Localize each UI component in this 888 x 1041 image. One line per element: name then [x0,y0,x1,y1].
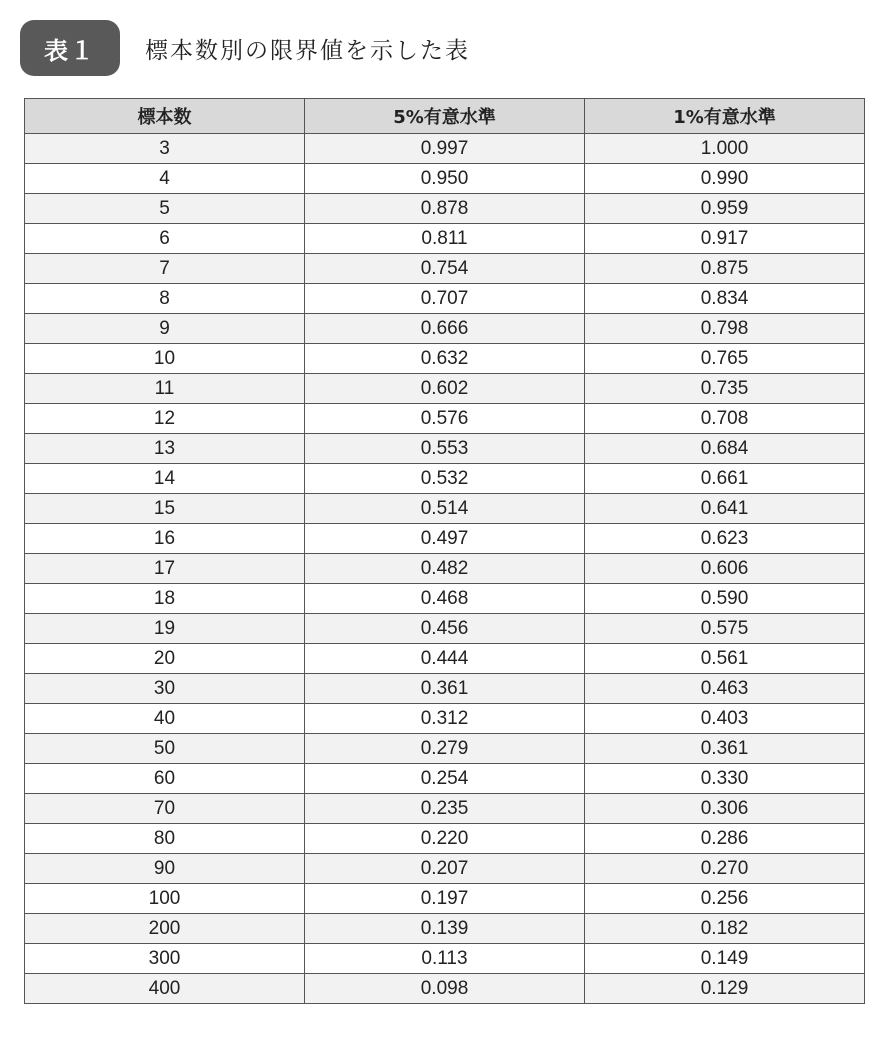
cell-5pct-value: 0.997 [305,134,585,164]
table-row [25,224,865,254]
table-row [25,134,865,164]
cell-sample-size: 10 [25,344,305,374]
cell-5pct-value: 0.197 [305,884,585,914]
cell-1pct-value: 0.306 [585,794,865,824]
table-row [25,374,865,404]
cell-1pct-value: 0.875 [585,254,865,284]
table-row [25,794,865,824]
cell-sample-size: 40 [25,704,305,734]
cell-sample-size: 9 [25,314,305,344]
cell-5pct-value: 0.950 [305,164,585,194]
cell-1pct-value: 0.661 [585,464,865,494]
table-row [25,824,865,854]
cell-1pct-value: 0.270 [585,854,865,884]
cell-1pct-value: 0.590 [585,584,865,614]
cell-sample-size: 400 [25,974,305,1004]
cell-1pct-value: 0.403 [585,704,865,734]
cell-1pct-value: 0.959 [585,194,865,224]
cell-sample-size: 4 [25,164,305,194]
cell-5pct-value: 0.279 [305,734,585,764]
cell-5pct-value: 0.361 [305,674,585,704]
cell-1pct-value: 0.286 [585,824,865,854]
table-row [25,194,865,224]
cell-1pct-value: 0.834 [585,284,865,314]
cell-1pct-value: 0.798 [585,314,865,344]
cell-5pct-value: 0.235 [305,794,585,824]
table-row [25,974,865,1004]
table-body [25,134,865,1004]
cell-1pct-value: 0.561 [585,644,865,674]
table-row [25,284,865,314]
cell-5pct-value: 0.113 [305,944,585,974]
table-row [25,854,865,884]
table-row [25,644,865,674]
column-header-5pct: 5%有意水準 [305,99,585,134]
cell-1pct-value: 0.606 [585,554,865,584]
cell-sample-size: 6 [25,224,305,254]
table-row [25,404,865,434]
cell-5pct-value: 0.666 [305,314,585,344]
cell-1pct-value: 0.256 [585,884,865,914]
cell-sample-size: 11 [25,374,305,404]
cell-5pct-value: 0.254 [305,764,585,794]
cell-5pct-value: 0.444 [305,644,585,674]
cell-5pct-value: 0.707 [305,284,585,314]
cell-1pct-value: 0.708 [585,404,865,434]
cell-1pct-value: 0.575 [585,614,865,644]
cell-5pct-value: 0.602 [305,374,585,404]
table-row [25,524,865,554]
table-header-row [25,99,865,134]
cell-sample-size: 5 [25,194,305,224]
cell-sample-size: 15 [25,494,305,524]
table-row [25,554,865,584]
table-number-badge: 表１ [20,20,120,76]
cell-1pct-value: 0.641 [585,494,865,524]
cell-sample-size: 50 [25,734,305,764]
cell-5pct-value: 0.497 [305,524,585,554]
column-header-sample-size: 標本数 [25,99,305,134]
cell-5pct-value: 0.754 [305,254,585,284]
cell-sample-size: 16 [25,524,305,554]
table-row [25,464,865,494]
table-row [25,944,865,974]
cell-sample-size: 8 [25,284,305,314]
table-row [25,254,865,284]
cell-1pct-value: 0.330 [585,764,865,794]
cell-5pct-value: 0.139 [305,914,585,944]
table-row [25,764,865,794]
cell-5pct-value: 0.220 [305,824,585,854]
cell-5pct-value: 0.468 [305,584,585,614]
cell-1pct-value: 0.361 [585,734,865,764]
cell-1pct-value: 0.765 [585,344,865,374]
cell-sample-size: 200 [25,914,305,944]
cell-sample-size: 80 [25,824,305,854]
column-header-1pct: 1%有意水準 [585,99,865,134]
cell-sample-size: 90 [25,854,305,884]
cell-sample-size: 19 [25,614,305,644]
cell-5pct-value: 0.482 [305,554,585,584]
cell-1pct-value: 0.735 [585,374,865,404]
table-row [25,614,865,644]
table-row [25,914,865,944]
cell-5pct-value: 0.532 [305,464,585,494]
cell-5pct-value: 0.207 [305,854,585,884]
cell-1pct-value: 0.990 [585,164,865,194]
table-row [25,164,865,194]
table-caption [20,20,470,76]
cell-1pct-value: 0.917 [585,224,865,254]
cell-sample-size: 12 [25,404,305,434]
critical-values-table [24,98,865,1004]
cell-sample-size: 60 [25,764,305,794]
cell-1pct-value: 0.149 [585,944,865,974]
cell-sample-size: 3 [25,134,305,164]
cell-5pct-value: 0.312 [305,704,585,734]
cell-5pct-value: 0.456 [305,614,585,644]
cell-1pct-value: 0.463 [585,674,865,704]
cell-5pct-value: 0.878 [305,194,585,224]
cell-sample-size: 20 [25,644,305,674]
table-row [25,674,865,704]
cell-sample-size: 300 [25,944,305,974]
cell-5pct-value: 0.632 [305,344,585,374]
cell-1pct-value: 0.623 [585,524,865,554]
cell-sample-size: 100 [25,884,305,914]
table-row [25,344,865,374]
table-row [25,734,865,764]
cell-sample-size: 7 [25,254,305,284]
cell-1pct-value: 1.000 [585,134,865,164]
cell-sample-size: 14 [25,464,305,494]
table-row [25,884,865,914]
cell-sample-size: 18 [25,584,305,614]
cell-sample-size: 13 [25,434,305,464]
cell-5pct-value: 0.514 [305,494,585,524]
table-row [25,314,865,344]
cell-sample-size: 70 [25,794,305,824]
table-row [25,434,865,464]
cell-1pct-value: 0.182 [585,914,865,944]
cell-1pct-value: 0.684 [585,434,865,464]
table-row [25,584,865,614]
cell-5pct-value: 0.553 [305,434,585,464]
cell-sample-size: 30 [25,674,305,704]
table-row [25,494,865,524]
cell-5pct-value: 0.098 [305,974,585,1004]
cell-1pct-value: 0.129 [585,974,865,1004]
table-row [25,704,865,734]
cell-5pct-value: 0.576 [305,404,585,434]
cell-sample-size: 17 [25,554,305,584]
table-title: 標本数別の限界値を示した表 [145,37,470,64]
cell-5pct-value: 0.811 [305,224,585,254]
